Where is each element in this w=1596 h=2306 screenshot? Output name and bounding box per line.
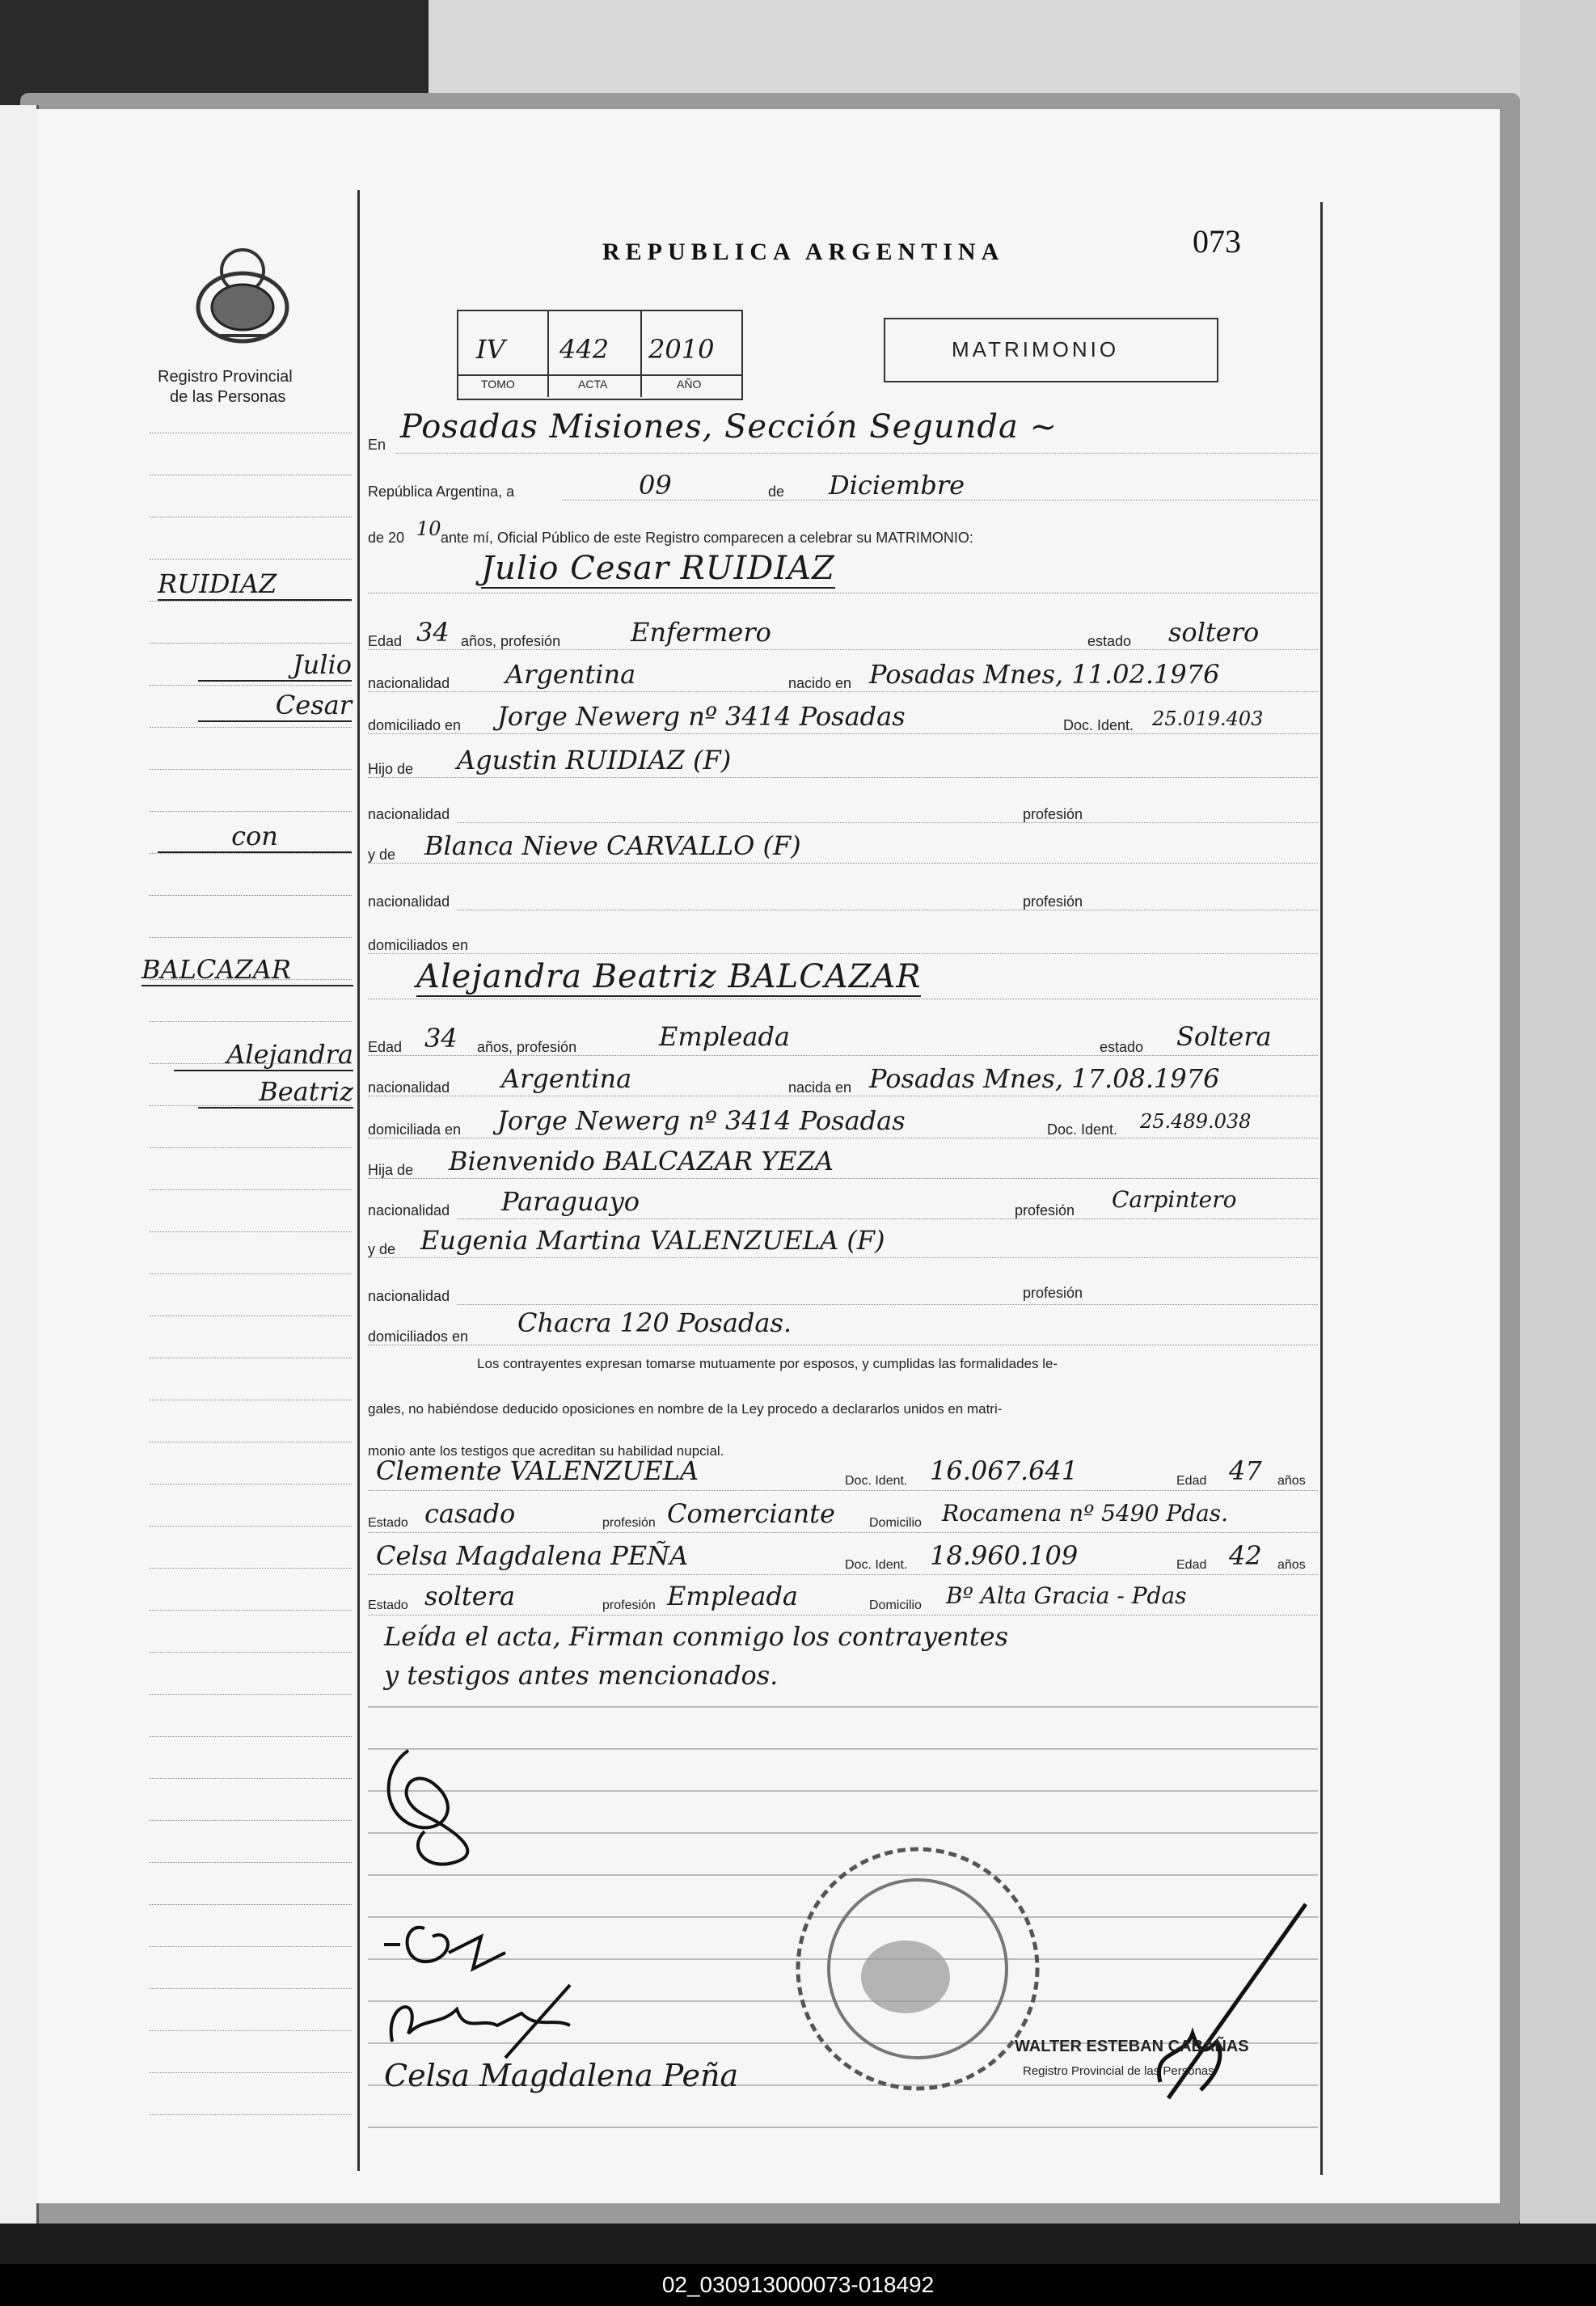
groom-prof-madre-label: profesión — [1023, 893, 1083, 910]
groom-domicilio: Jorge Newerg nº 3414 Posadas — [497, 701, 906, 732]
bride-prof-padre-label: profesión — [1015, 1202, 1075, 1218]
month-value: Diciembre — [829, 470, 965, 500]
groom-doc-label: Doc. Ident. — [1063, 717, 1134, 733]
record-type: MATRIMONIO — [952, 337, 1120, 361]
de-label: de — [768, 484, 785, 500]
witness1-profesion: Comerciante — [667, 1498, 835, 1529]
bride-edad-label: Edad — [368, 1039, 403, 1055]
signature-bride — [376, 1904, 570, 1977]
bride-domiciliados: Chacra 120 Posadas. — [517, 1307, 792, 1338]
groom-nacido-label: nacido en — [788, 675, 852, 691]
witness1-anos-label: años — [1277, 1474, 1306, 1488]
right-margin-line — [1320, 202, 1323, 2175]
bride-prof-padre: Carpintero — [1112, 1186, 1237, 1213]
anio-value: 2010 — [648, 334, 715, 365]
groom-edad: 34 — [416, 617, 450, 648]
groom-domiciliado-label: domiciliado en — [368, 717, 462, 733]
bride-profesion: Empleada — [659, 1021, 790, 1052]
witness1-estado: casado — [424, 1498, 516, 1529]
margin-conjunction: con — [158, 821, 352, 853]
facing-page-edge — [0, 105, 39, 2224]
bride-edad: 34 — [424, 1023, 458, 1054]
groom-profesion-label: años, profesión — [461, 633, 561, 649]
witness1-domicilio-label: Domicilio — [869, 1516, 922, 1530]
de-year-label: de 20 — [368, 530, 405, 546]
record-number-box — [457, 310, 743, 400]
witness1-profesion-label: profesión — [602, 1516, 656, 1530]
bride-nac-padre-label: nacionalidad — [368, 1202, 450, 1218]
bottom-background — [0, 2224, 1596, 2264]
witness2-anos-label: años — [1277, 1558, 1306, 1572]
declaration-line-3: monio ante los testigos que acreditan su habilidad nupcial. — [368, 1443, 724, 1459]
signature-witness-2: Celsa Magdalena Peña — [384, 2058, 739, 2093]
groom-doc: 25.019.403 — [1152, 707, 1264, 730]
witness1-estado-label: Estado — [368, 1516, 408, 1530]
anio-label: AÑO — [677, 378, 702, 391]
registry-seal-icon — [792, 1844, 1043, 2094]
groom-yde-label: y de — [368, 847, 396, 863]
margin-line — [357, 190, 360, 2171]
bride-estado: Soltera — [1176, 1021, 1272, 1052]
groom-madre: Blanca Nieve CARVALLO (F) — [424, 830, 801, 861]
tomo-value: IV — [476, 334, 505, 365]
page-number: 073 — [1193, 223, 1241, 260]
groom-estado-label: estado — [1087, 633, 1132, 649]
registry-line-2: de las Personas — [170, 388, 286, 406]
place-value: Posadas Misiones, Sección Segunda ~ — [400, 408, 1058, 446]
closing-line-1: Leída el acta, Firman conmigo los contrayentes — [384, 1621, 1008, 1652]
day-value: 09 — [639, 470, 672, 500]
witness2-domicilio: Bº Alta Gracia - Pdas — [946, 1582, 1187, 1609]
country-title: REPUBLICA ARGENTINA — [602, 239, 1005, 265]
bride-doc: 25.489.038 — [1140, 1110, 1252, 1133]
acta-label: ACTA — [578, 378, 608, 391]
bride-doc-label: Doc. Ident. — [1047, 1121, 1118, 1138]
bride-padre: Bienvenido BALCAZAR YEZA — [449, 1146, 834, 1176]
bride-name: Alejandra Beatriz BALCAZAR — [416, 958, 922, 995]
background-top — [0, 0, 1596, 105]
groom-nac-madre-label: nacionalidad — [368, 893, 450, 910]
groom-profesion: Enfermero — [631, 617, 771, 648]
groom-padre: Agustin RUIDIAZ (F) — [457, 745, 732, 775]
witness2-profesion: Empleada — [667, 1581, 798, 1611]
signature-witness-1 — [376, 1969, 619, 2066]
declaration-line-1: Los contrayentes expresan tomarse mutuamente por esposos, y cumplidas las formalidades le- — [477, 1356, 1058, 1371]
bride-nac-madre-label: nacionalidad — [368, 1288, 450, 1304]
statement: ante mí, Oficial Público de este Registro comparecen a celebrar su MATRIMONIO: — [441, 530, 973, 546]
witness1-doc: 16.067.641 — [930, 1455, 1079, 1486]
witness2-profesion-label: profesión — [602, 1599, 656, 1612]
bride-domiciliados-label: domiciliados en — [368, 1328, 469, 1345]
bride-domicilio: Jorge Newerg nº 3414 Posadas — [497, 1105, 906, 1136]
acta-value: 442 — [559, 334, 610, 365]
witness1-edad: 47 — [1229, 1455, 1262, 1486]
witness2-edad: 42 — [1229, 1540, 1262, 1571]
republica-label: República Argentina, a — [368, 484, 515, 500]
groom-estado: soltero — [1168, 617, 1260, 648]
bride-nacionalidad-label: nacionalidad — [368, 1079, 450, 1096]
signature-groom — [376, 1734, 521, 1872]
groom-name: Julio Cesar RUIDIAZ — [481, 550, 835, 587]
closing-line-2: y testigos antes mencionados. — [384, 1660, 779, 1691]
groom-nacionalidad: Argentina — [505, 659, 636, 690]
officer-title: Registro Provincial de las Personas — [1023, 2064, 1214, 2078]
bride-hija-label: Hija de — [368, 1162, 414, 1178]
bride-nacida: Posadas Mnes, 17.08.1976 — [869, 1063, 1220, 1094]
officer-name: WALTER ESTEBAN CABAÑAS — [1015, 2038, 1249, 2055]
witness2-domicilio-label: Domicilio — [869, 1599, 922, 1612]
groom-prof-padre-label: profesión — [1023, 806, 1083, 822]
witness1-name: Clemente VALENZUELA — [376, 1455, 699, 1486]
bride-madre: Eugenia Martina VALENZUELA (F) — [420, 1225, 885, 1256]
record-type-box — [884, 318, 1218, 382]
witness2-estado-label: Estado — [368, 1599, 408, 1612]
declaration-line-2: gales, no habiéndose deducido oposiciones en nombre de la Ley procedo a declararlos unidos en matri- — [368, 1401, 1003, 1417]
bride-estado-label: estado — [1100, 1039, 1144, 1055]
bride-prof-madre-label: profesión — [1023, 1285, 1083, 1301]
margin-given-1b: Cesar — [198, 690, 352, 722]
groom-nacionalidad-label: nacionalidad — [368, 675, 450, 691]
witness2-estado: soltera — [424, 1581, 516, 1611]
registry-line-1: Registro Provincial — [158, 368, 293, 386]
witness1-domicilio: Rocamena nº 5490 Pdas. — [942, 1500, 1229, 1527]
tomo-label: TOMO — [481, 378, 515, 391]
witness2-name: Celsa Magdalena PEÑA — [376, 1540, 689, 1571]
groom-domiciliados-label: domiciliados en — [368, 937, 469, 953]
groom-edad-label: Edad — [368, 633, 403, 649]
register-page — [36, 109, 1500, 2203]
bride-nac-padre: Paraguayo — [501, 1186, 640, 1217]
table-surface — [1520, 0, 1596, 2306]
image-code: 02_030913000073-018492 — [0, 2264, 1596, 2306]
margin-given-2a: Alejandra — [174, 1039, 353, 1071]
en-label: En — [368, 437, 386, 453]
witness2-doc: 18.960.109 — [930, 1540, 1079, 1571]
bride-domiciliada-label: domiciliada en — [368, 1121, 462, 1138]
margin-given-2b: Beatriz — [198, 1076, 353, 1109]
witness1-edad-label: Edad — [1176, 1474, 1207, 1488]
margin-given-1a: Julio — [198, 649, 352, 682]
witness1-doc-label: Doc. Ident. — [845, 1474, 908, 1488]
bride-nacionalidad: Argentina — [501, 1063, 632, 1094]
groom-nacido: Posadas Mnes, 11.02.1976 — [869, 659, 1220, 690]
bride-profesion-label: años, profesión — [477, 1039, 577, 1055]
witness2-doc-label: Doc. Ident. — [845, 1558, 908, 1572]
bride-nacida-label: nacida en — [788, 1079, 852, 1096]
groom-hijo-label: Hijo de — [368, 761, 414, 777]
bride-yde-label: y de — [368, 1241, 396, 1257]
witness2-edad-label: Edad — [1176, 1558, 1207, 1572]
margin-surname-2: BALCAZAR — [141, 954, 353, 986]
groom-nac-padre-label: nacionalidad — [368, 806, 450, 822]
margin-surname-1: RUIDIAZ — [158, 568, 352, 601]
year-suffix: 10 — [416, 517, 441, 540]
coat-of-arms-icon — [186, 239, 299, 352]
